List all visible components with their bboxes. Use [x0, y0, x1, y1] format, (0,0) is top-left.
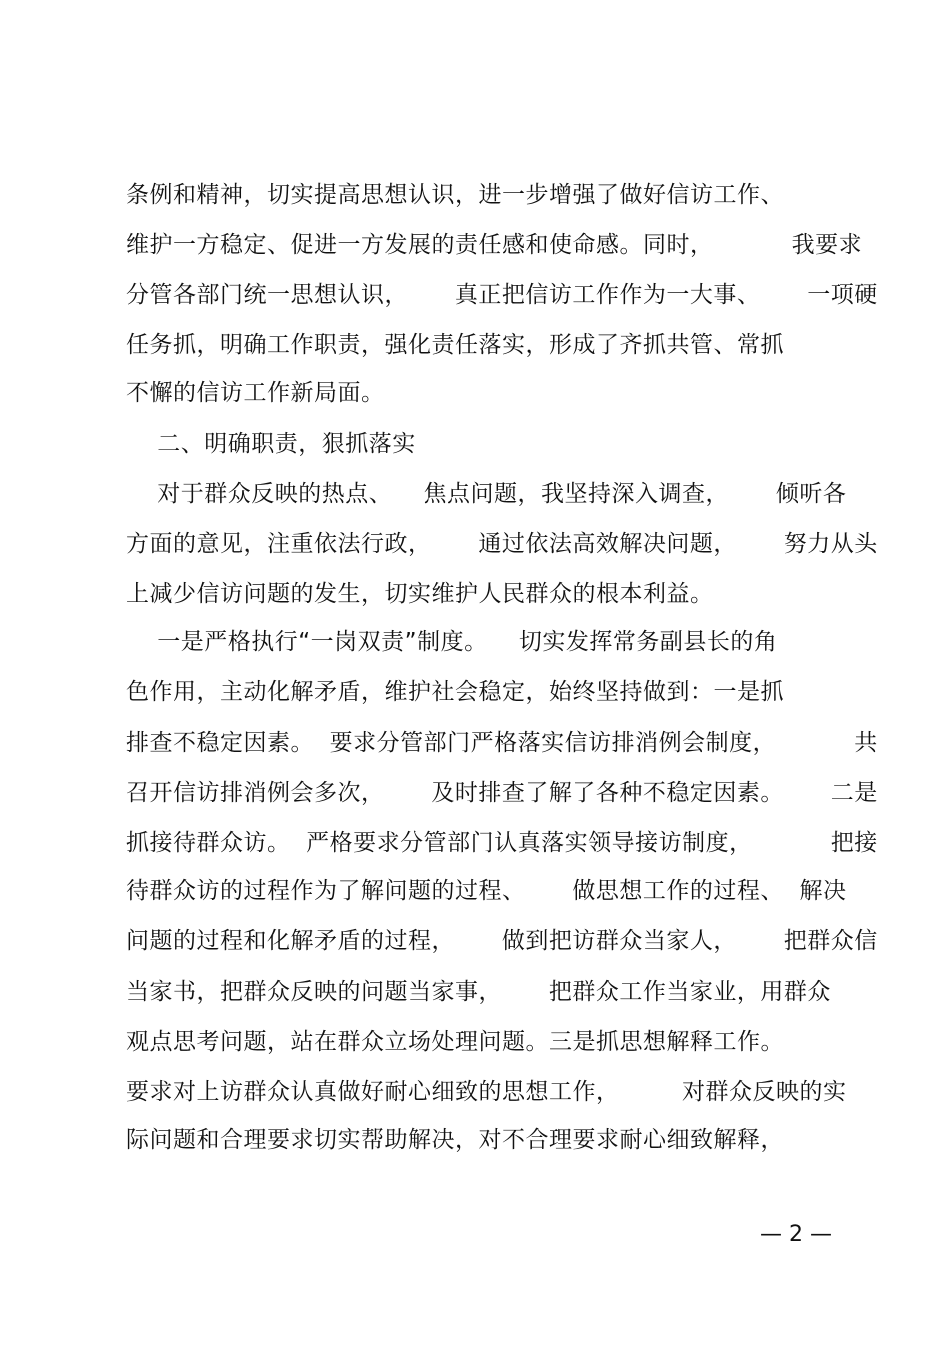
- text-line: 分管各部门统一思想认识， 真正把信访工作作为一大事、 一项硬: [126, 282, 878, 308]
- text-line: 维护一方稳定、促进一方发展的责任感和使命感。同时， 我要求: [126, 232, 863, 258]
- text-line: 方面的意见，注重依法行政， 通过依法高效解决问题， 努力从头: [126, 531, 878, 557]
- text-line: 一是严格执行“一岗双责”制度。 切实发挥常务副县长的角: [126, 629, 778, 655]
- text-line: 不懈的信访工作新局面。: [126, 380, 385, 406]
- text-line: 色作用，主动化解矛盾，维护社会稳定，始终坚持做到：一是抓: [126, 679, 784, 705]
- text-line: 条例和精神，切实提高思想认识，进一步增强了做好信访工作、: [126, 182, 784, 208]
- text-line: 待群众访的过程作为了解问题的过程、 做思想工作的过程、 解决: [126, 878, 847, 904]
- text-line: 排查不稳定因素。 要求分管部门严格落实信访排消例会制度， 共: [126, 730, 878, 756]
- text-line: 抓接待群众访。 严格要求分管部门认真落实领导接访制度， 把接: [126, 830, 878, 856]
- text-line: 上减少信访问题的发生，切实维护人民群众的根本利益。: [126, 581, 714, 607]
- section-heading: 二、明确职责，狠抓落实: [126, 431, 416, 457]
- text-line: 召开信访排消例会多次， 及时排查了解了各种不稳定因素。 二是: [126, 780, 878, 806]
- text-line: 际问题和合理要求切实帮助解决，对不合理要求耐心细致解释，: [126, 1127, 784, 1153]
- text-line: 对于群众反映的热点、 焦点问题，我坚持深入调查， 倾听各: [126, 481, 847, 507]
- text-line: 任务抓，明确工作职责，强化责任落实，形成了齐抓共管、常抓: [126, 332, 784, 358]
- text-line: 当家书，把群众反映的问题当家事， 把群众工作当家业，用群众: [126, 979, 831, 1005]
- text-line: 要求对上访群众认真做好耐心细致的思想工作， 对群众反映的实: [126, 1079, 847, 1105]
- text-line: 问题的过程和化解矛盾的过程， 做到把访群众当家人， 把群众信: [126, 928, 878, 954]
- text-line: 观点思考问题，站在群众立场处理问题。三是抓思想解释工作。: [126, 1029, 784, 1055]
- page-number: — 2 —: [760, 1222, 832, 1247]
